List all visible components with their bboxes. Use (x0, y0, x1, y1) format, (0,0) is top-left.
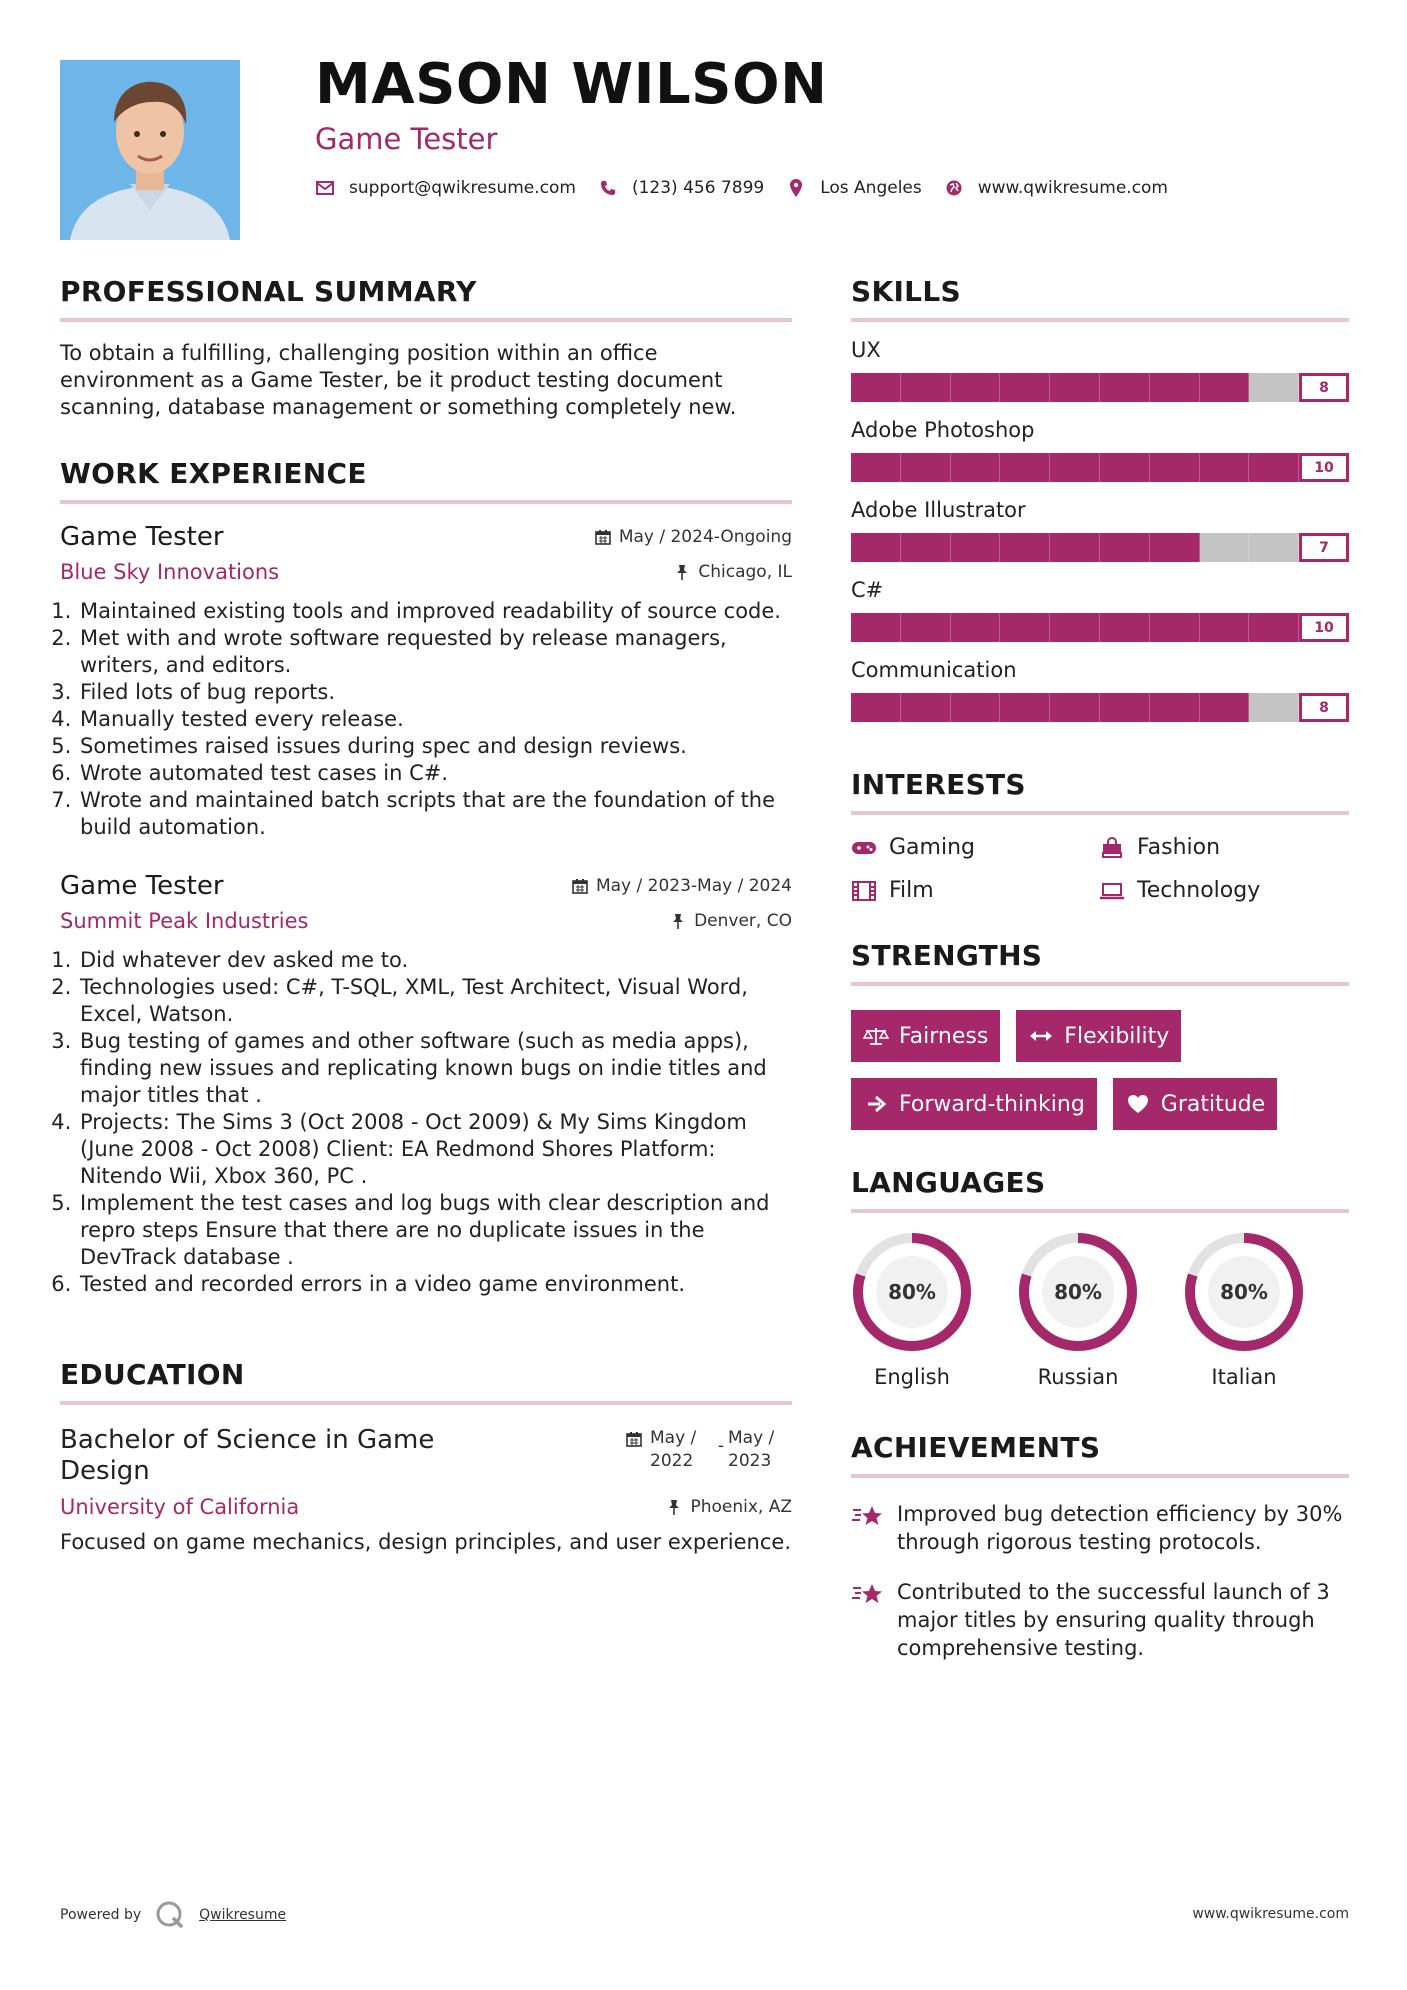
language-ring (851, 1231, 973, 1353)
candidate-name: MASON WILSON (315, 52, 828, 117)
achievements-heading: ACHIEVEMENTS (851, 1431, 1349, 1478)
list-item: 6. Tested and recorded errors in a video game environment. (78, 1271, 792, 1298)
map-pin-icon (786, 178, 806, 198)
list-item: 7. Wrote and maintained batch scripts that are the foundation of the build automation. (78, 787, 792, 841)
list-item: 3. Bug testing of games and other software (such as media apps), finding new issues and replicating known bugs on indie titles and major titles that . (78, 1028, 792, 1109)
interest-label: Fashion (1137, 835, 1221, 860)
strength-tag (1113, 1078, 1277, 1130)
job-title: Game Tester (60, 522, 224, 552)
job-entry (60, 871, 792, 1298)
contact-phone[interactable] (598, 178, 764, 198)
phone-text: (123) 456 7899 (631, 178, 765, 198)
school-name: University of California (60, 1495, 300, 1519)
skill-name: Communication (851, 658, 1017, 682)
strength-tag (851, 1010, 1000, 1062)
phone-icon (598, 178, 618, 198)
interests-heading: INTERESTS (851, 768, 1349, 815)
education-dates (626, 1427, 792, 1473)
interest-item (1099, 878, 1349, 903)
strengths-list (851, 1010, 1349, 1130)
skill-item (851, 658, 1349, 722)
profile-photo (60, 60, 240, 240)
job-date: May / 2023-May / 2024 (572, 876, 792, 896)
globe-icon (944, 178, 964, 198)
language-percent: 80% (1220, 1280, 1268, 1304)
shooting-star-icon (851, 1580, 885, 1608)
left-column (60, 275, 792, 1556)
summary-text: To obtain a fulfilling, challenging position within an office environment as a Game Tester, be it product testing document scanning, database management or something completely new. (60, 341, 737, 419)
education-heading: EDUCATION (60, 1358, 792, 1405)
laptop-icon (1099, 880, 1125, 902)
skill-bar (851, 613, 1349, 642)
skill-name: Adobe Photoshop (851, 418, 1035, 442)
skill-level: 10 (1299, 613, 1349, 642)
strength-label: Fairness (899, 1023, 989, 1049)
arrows-horizontal-icon (1028, 1025, 1054, 1047)
calendar-icon (595, 529, 611, 545)
strength-label: Forward-thinking (899, 1091, 1085, 1117)
education-entry (60, 1425, 792, 1487)
language-ring (1183, 1231, 1305, 1353)
education-start: May / 2022 (650, 1428, 697, 1471)
language-item (1183, 1231, 1349, 1389)
job-bullets (60, 947, 792, 1298)
achievement-item (851, 1578, 1349, 1662)
skill-bar (851, 693, 1349, 722)
list-item: 3. Filed lots of bug reports. (78, 679, 792, 706)
balance-scale-icon (863, 1025, 889, 1047)
language-name: English (874, 1365, 950, 1389)
languages-list (851, 1231, 1349, 1389)
shooting-star-icon (851, 1502, 885, 1530)
list-item: 5. Sometimes raised issues during spec and design reviews. (78, 733, 792, 760)
date-separator: - (717, 1436, 725, 1456)
powered-by-text: Powered by (60, 1907, 142, 1923)
language-percent: 80% (888, 1280, 936, 1304)
qwikresume-link[interactable]: Qwikresume (199, 1907, 287, 1923)
pushpin-icon (666, 1499, 682, 1515)
experience-heading: WORK EXPERIENCE (60, 457, 792, 504)
strength-tag (851, 1078, 1097, 1130)
skill-level: 8 (1299, 693, 1349, 722)
job-bullets (60, 598, 792, 841)
interests-list (851, 835, 1349, 903)
job-location: Chicago, IL (674, 562, 792, 582)
skill-bar (851, 453, 1349, 482)
language-item (851, 1231, 1017, 1389)
contact-email[interactable] (315, 178, 576, 198)
list-item: 2. Met with and wrote software requested by release managers, writers, and editors. (78, 625, 792, 679)
skill-name: UX (851, 338, 881, 362)
calendar-icon (626, 1431, 642, 1447)
list-item: 6. Wrote automated test cases in C#. (78, 760, 792, 787)
arrow-right-icon (863, 1093, 889, 1115)
candidate-title: Game Tester (315, 122, 498, 156)
list-item: 1. Did whatever dev asked me to. (78, 947, 792, 974)
interest-label: Film (889, 878, 934, 903)
school-location: Phoenix, AZ (666, 1497, 792, 1517)
contact-bar (315, 178, 1190, 198)
email-text: support@qwikresume.com (349, 178, 576, 198)
heart-icon (1125, 1093, 1151, 1115)
contact-location (786, 178, 922, 198)
website-text: www.qwikresume.com (977, 178, 1168, 198)
strengths-heading: STRENGTHS (851, 939, 1349, 986)
film-icon (851, 880, 877, 902)
skill-level: 8 (1299, 373, 1349, 402)
skill-item (851, 578, 1349, 642)
job-date: May / 2024-Ongoing (595, 527, 792, 547)
skill-item (851, 338, 1349, 402)
interest-item (851, 835, 1099, 860)
shopping-bag-icon (1099, 837, 1125, 859)
list-item: 5. Implement the test cases and log bugs with clear description and repro steps Ensure that there are no duplicate issues in the DevTrack database . (78, 1190, 792, 1271)
list-item: 4. Projects: The Sims 3 (Oct 2008 - Oct 2009) & My Sims Kingdom (June 2008 - Oct 2008) Client: EA Redmond Shores Platform: Nitendo Wii, Xbox 360, PC . (78, 1109, 792, 1190)
interest-item (851, 878, 1099, 903)
gamepad-icon (851, 837, 877, 859)
language-item (1017, 1231, 1183, 1389)
company-name: Blue Sky Innovations (60, 560, 280, 584)
job-location: Denver, CO (670, 911, 792, 931)
skill-level: 10 (1299, 453, 1349, 482)
skill-item (851, 498, 1349, 562)
list-item: 2. Technologies used: C#, T-SQL, XML, Test Architect, Visual Word, Excel, Watson. (78, 974, 792, 1028)
footer-powered-by (60, 1900, 286, 1930)
location-text: Los Angeles (820, 178, 922, 198)
interest-label: Gaming (889, 835, 975, 860)
strength-label: Flexibility (1064, 1023, 1170, 1049)
skills-heading: SKILLS (851, 275, 1349, 322)
degree-title: Bachelor of Science in Game Design (60, 1425, 435, 1486)
interest-item (1099, 835, 1349, 860)
list-item: 4. Manually tested every release. (78, 706, 792, 733)
strength-tag (1016, 1010, 1181, 1062)
right-column (851, 275, 1349, 1662)
list-item: 1. Maintained existing tools and improved readability of source code. (78, 598, 792, 625)
company-name: Summit Peak Industries (60, 909, 309, 933)
strength-label: Gratitude (1160, 1091, 1266, 1117)
achievement-text: Contributed to the successful launch of 3 major titles by ensuring quality through comprehensive testing. (897, 1580, 1330, 1660)
pushpin-icon (670, 913, 686, 929)
language-percent: 80% (1054, 1280, 1102, 1304)
skills-list (851, 338, 1349, 722)
summary-heading: PROFESSIONAL SUMMARY (60, 275, 792, 322)
language-name: Russian (1037, 1365, 1119, 1389)
skill-bar (851, 533, 1349, 562)
job-entry (60, 522, 792, 841)
skill-name: Adobe Illustrator (851, 498, 1026, 522)
skill-name: C# (851, 578, 884, 602)
interest-label: Technology (1137, 878, 1261, 903)
language-ring (1017, 1231, 1139, 1353)
qwikresume-logo-icon (155, 1900, 185, 1930)
skill-level: 7 (1299, 533, 1349, 562)
language-name: Italian (1211, 1365, 1277, 1389)
skill-item (851, 418, 1349, 482)
achievement-text: Improved bug detection efficiency by 30% through rigorous testing protocols. (897, 1502, 1343, 1554)
pushpin-icon (674, 564, 690, 580)
envelope-icon (315, 178, 335, 198)
education-end: May / 2023 (728, 1428, 775, 1471)
calendar-icon (572, 878, 588, 894)
education-description: Focused on game mechanics, design principles, and user experience. (60, 1530, 792, 1554)
footer-website[interactable]: www.qwikresume.com (1192, 1906, 1349, 1922)
job-title: Game Tester (60, 871, 224, 901)
achievement-item (851, 1500, 1349, 1556)
languages-heading: LANGUAGES (851, 1166, 1349, 1213)
contact-website[interactable] (944, 178, 1168, 198)
skill-bar (851, 373, 1349, 402)
